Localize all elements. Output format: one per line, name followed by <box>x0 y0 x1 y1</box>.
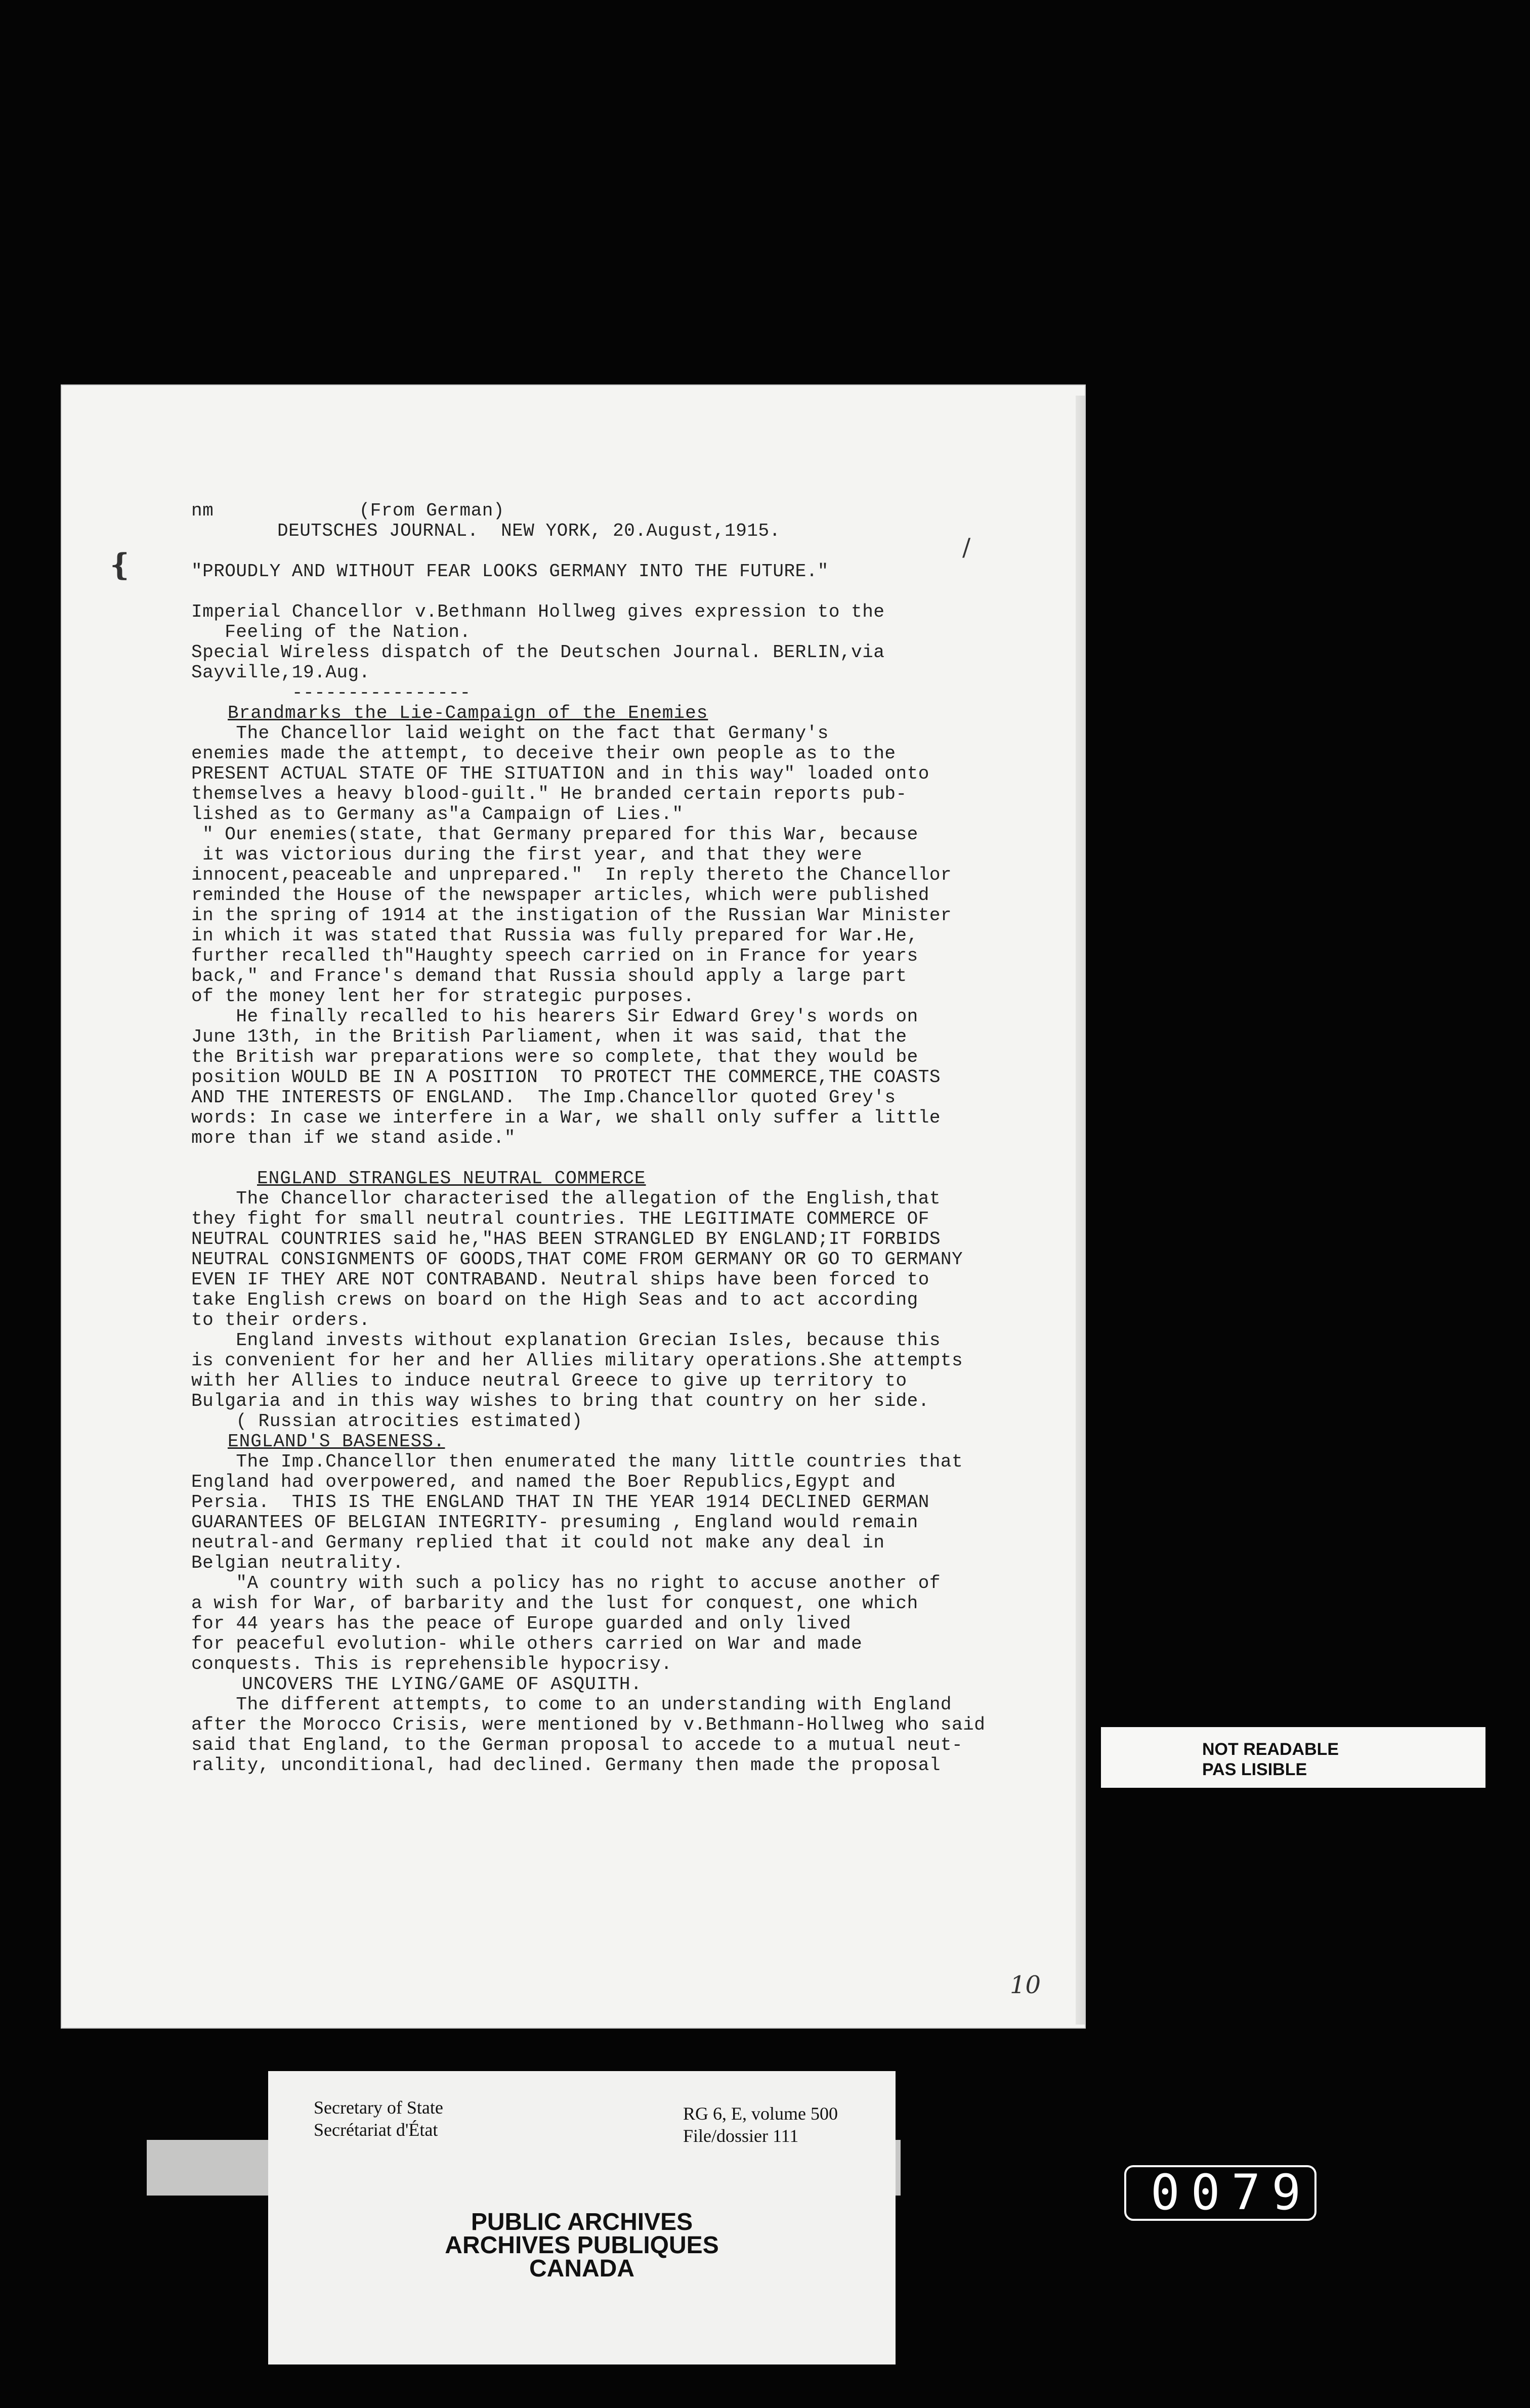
section1-heading: Brandmarks the Lie-Campaign of the Enemies <box>228 703 708 723</box>
section2-line: they fight for small neutral countries. THE LEGITIMATE COMMERCE OF <box>191 1209 929 1229</box>
section4-line: said that England, to the German proposal to accede to a mutual neut- <box>191 1735 963 1755</box>
section1-line: of the money lent her for strategic purposes. <box>191 986 695 1007</box>
section1-body <box>191 723 1061 1148</box>
section1-line: June 13th, in the British Parliament, when it was said, that the <box>191 1026 907 1047</box>
section1-line: in the spring of 1914 at the instigation of the Russian War Minister <box>191 905 952 926</box>
margin-tick-mark: / <box>962 533 971 562</box>
section3-line: a wish for War, of barbarity and the lust for conquest, one which <box>191 1593 918 1614</box>
section3-heading: ENGLAND'S BASENESS. <box>228 1431 445 1452</box>
section2-line: is convenient for her and her Allies military operations.She attempts <box>191 1350 963 1371</box>
not-readable-en: NOT READABLE <box>1202 1740 1339 1759</box>
section2-line: NEUTRAL CONSIGNMENTS OF GOODS,THAT COME FROM GERMANY OR GO TO GERMANY <box>191 1249 963 1270</box>
intro-line: Imperial Chancellor v.Bethmann Hollweg gives expression to the <box>191 601 885 622</box>
record-group: RG 6, E, volume 500 <box>683 2103 838 2124</box>
section2-line: take English crews on board on the High Seas and to act according <box>191 1289 918 1310</box>
section1-line: lished as to Germany as"a Campaign of Lies." <box>191 804 684 825</box>
department-fr: Secrétariat d'État <box>314 2120 438 2140</box>
intro-line: Sayville,19.Aug. <box>191 662 370 683</box>
page-number: 10 <box>1010 1971 1041 1999</box>
section1-line: AND THE INTERESTS OF ENGLAND. The Imp.Chancellor quoted Grey's <box>191 1087 896 1108</box>
section1-line: PRESENT ACTUAL STATE OF THE SITUATION and in this way" loaded onto <box>191 763 929 784</box>
section4-line: rality, unconditional, had declined. Germany then made the proposal <box>191 1755 941 1776</box>
document-page <box>61 384 1086 2029</box>
section2-line: Bulgaria and in this way wishes to bring that country on her side. <box>191 1391 929 1411</box>
section4-heading: UNCOVERS THE LYING/GAME OF ASQUITH. <box>242 1674 643 1695</box>
archive-name-fr: ARCHIVES PUBLIQUES <box>445 2232 719 2259</box>
section2-line: England invests without explanation Grecian Isles, because this <box>191 1330 941 1351</box>
section3-line: Belgian neutrality. <box>191 1553 404 1573</box>
header-initials: nm (From German) <box>191 500 504 521</box>
section3-line: Persia. THIS IS THE ENGLAND THAT IN THE YEAR 1914 DECLINED GERMAN <box>191 1492 929 1513</box>
section1-line: words: In case we interfere in a War, we shall only suffer a little <box>191 1107 941 1128</box>
section2-line: The Chancellor characterised the allegation of the English,that <box>191 1188 941 1209</box>
not-readable-label <box>1101 1727 1485 1788</box>
department-en: Secretary of State <box>314 2097 443 2118</box>
section1-line: more than if we stand aside." <box>191 1128 516 1148</box>
department-block <box>314 2096 443 2141</box>
section1-line: " Our enemies(state, that Germany prepared for this War, because <box>191 824 918 845</box>
section2-line: EVEN IF THEY ARE NOT CONTRABAND. Neutral ships have been forced to <box>191 1269 929 1290</box>
section1-line: innocent,peaceable and unprepared." In reply thereto the Chancellor <box>191 865 952 885</box>
reference-block <box>683 2102 838 2147</box>
archive-name-en: PUBLIC ARCHIVES <box>471 2209 693 2235</box>
page-fold-edge <box>1076 396 1085 2025</box>
section4-line: after the Morocco Crisis, were mentioned by v.Bethmann-Hollweg who said <box>191 1714 986 1735</box>
section3-line: for peaceful evolution- while others carried on War and made <box>191 1633 863 1654</box>
section3-line: GUARANTEES OF BELGIAN INTEGRITY- presuming , England would remain <box>191 1512 918 1533</box>
document-body <box>191 501 1061 1776</box>
section3-body <box>191 1452 1061 1674</box>
headline: "PROUDLY AND WITHOUT FEAR LOOKS GERMANY INTO THE FUTURE." <box>191 561 829 582</box>
section4-body <box>191 1695 1061 1776</box>
not-readable-fr: PAS LISIBLE <box>1202 1760 1307 1779</box>
section1-line: He finally recalled to his hearers Sir Edward Grey's words on <box>191 1006 918 1027</box>
section2-line: ( Russian atrocities estimated) <box>191 1411 583 1432</box>
section3-line: neutral-and Germany replied that it could not make any deal in <box>191 1532 885 1553</box>
section1-line: further recalled th"Haughty speech carried on in France for years <box>191 945 918 966</box>
section2-line: with her Allies to induce neutral Greece to give up territory to <box>191 1370 907 1391</box>
publication-line: DEUTSCHES JOURNAL. NEW YORK, 20.August,1915. <box>277 521 781 541</box>
section3-line: conquests. This is reprehensible hypocrisy. <box>191 1654 672 1674</box>
section2-heading: ENGLAND STRANGLES NEUTRAL COMMERCE <box>257 1168 646 1189</box>
section3-line: "A country with such a policy has no right to accuse another of <box>191 1573 941 1594</box>
archive-label-card <box>268 2071 896 2364</box>
section4-line: The different attempts, to come to an understanding with England <box>191 1694 952 1715</box>
file-number: File/dossier 111 <box>683 2126 799 2146</box>
section1-line: in which it was stated that Russia was fully prepared for War.He, <box>191 925 918 946</box>
intro-block <box>191 602 1061 703</box>
section1-line: the British war preparations were so complete, that they would be <box>191 1047 918 1067</box>
section1-line: enemies made the attempt, to deceive their own people as to the <box>191 743 896 764</box>
intro-line: Special Wireless dispatch of the Deutschen Journal. BERLIN,via <box>191 642 885 663</box>
section3-line: England had overpowered, and named the Boer Republics,Egypt and <box>191 1472 896 1492</box>
section2-line: NEUTRAL COUNTRIES said he,"HAS BEEN STRANGLED BY ENGLAND;IT FORBIDS <box>191 1229 941 1250</box>
section2-line: to their orders. <box>191 1310 370 1330</box>
section1-line: themselves a heavy blood-guilt." He branded certain reports pub- <box>191 784 907 804</box>
archive-country: CANADA <box>529 2255 634 2282</box>
section3-line: for 44 years has the peace of Europe guarded and only lived <box>191 1613 852 1634</box>
intro-line: Feeling of the Nation. <box>191 622 471 642</box>
intro-line: ---------------- <box>191 682 471 703</box>
section1-line: it was victorious during the first year, and that they were <box>191 844 863 865</box>
margin-bracket-mark: ❴ <box>107 547 133 583</box>
archive-name-block <box>268 2211 896 2281</box>
section1-line: back," and France's demand that Russia should apply a large part <box>191 966 907 986</box>
section1-line: The Chancellor laid weight on the fact that Germany's <box>191 723 829 744</box>
section1-line: reminded the House of the newspaper articles, which were published <box>191 885 929 906</box>
section2-body <box>191 1189 1061 1432</box>
section1-line: position WOULD BE IN A POSITION TO PROTECT THE COMMERCE,THE COASTS <box>191 1067 941 1088</box>
frame-counter: 0079 <box>1124 2165 1316 2221</box>
section3-line: The Imp.Chancellor then enumerated the many little countries that <box>191 1451 963 1472</box>
